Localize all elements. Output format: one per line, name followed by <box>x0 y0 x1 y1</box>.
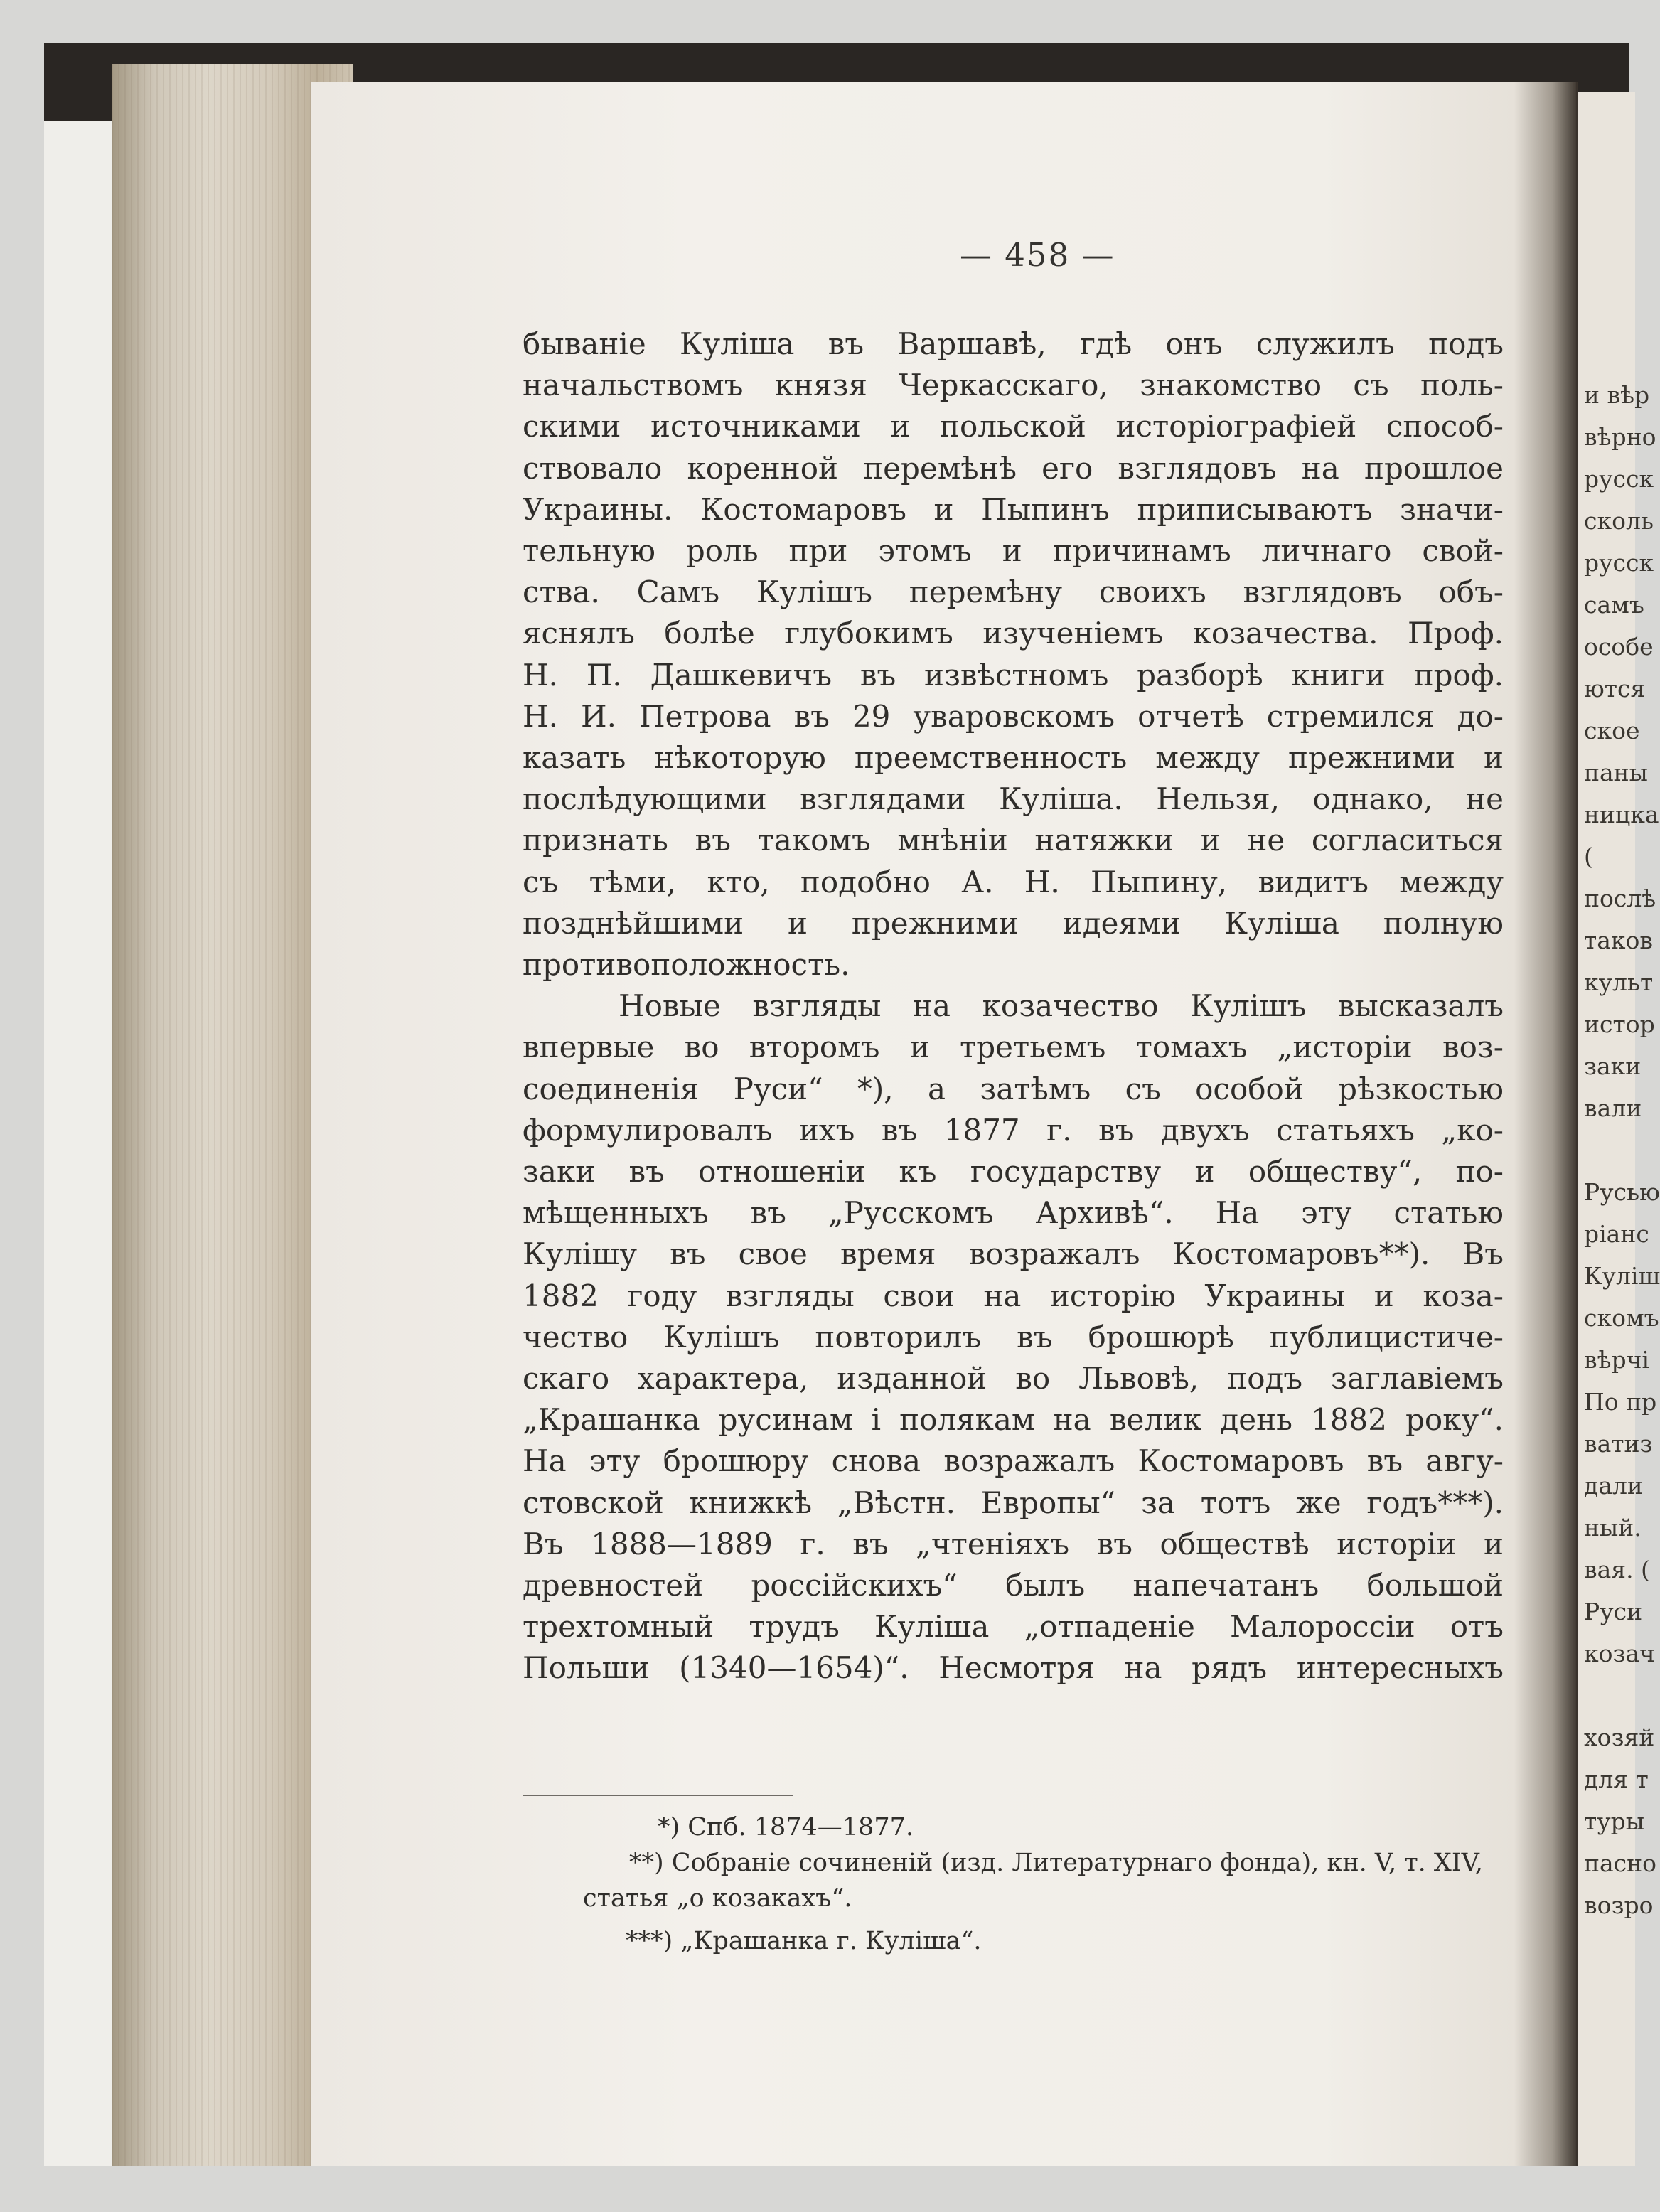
text-line: послѣдующими взглядами Кулiша. Нельзя, однако, не <box>523 781 1504 817</box>
right-page-line: истор <box>1584 1010 1655 1038</box>
text-line: тельную роль при этомъ и причинамъ личнаго свой- <box>523 533 1504 568</box>
right-page-line: вѣрчі <box>1584 1346 1649 1374</box>
right-page-line: русск <box>1584 549 1654 577</box>
right-page-line: русск <box>1584 465 1654 493</box>
right-page-line: вали <box>1584 1094 1642 1122</box>
text-line: ства. Самъ Кулiшъ перемѣну своихъ взглядовъ объ- <box>523 575 1504 610</box>
text-line: На эту брошюру снова возражалъ Костомаровъ въ авгу- <box>523 1443 1504 1479</box>
footnote-2: **) Собраніе сочиненій (изд. Литературнаго фонда), кн. V, т. XIV, <box>629 1849 1483 1877</box>
text-line: соединенія Руси“ *), а затѣмъ съ особой рѣзкостью <box>523 1071 1504 1106</box>
right-page-line: скомъ <box>1584 1304 1659 1332</box>
text-line: начальствомъ князя Черкасскаго, знакомство съ поль- <box>523 368 1504 403</box>
text-line: Н. И. Петрова въ 29 уваровскомъ отчетѣ стремился до- <box>523 698 1504 734</box>
right-page-line: козач <box>1584 1640 1655 1667</box>
text-line: Н. П. Дашкевичъ въ извѣстномъ разборѣ книги проф. <box>523 657 1504 693</box>
right-page-line: Русью <box>1584 1178 1660 1206</box>
book-gutter <box>1514 82 1578 2166</box>
text-line: формулировалъ ихъ въ 1877 г. въ двухъ статьяхъ „ко- <box>523 1112 1504 1148</box>
text-line: впервые во второмъ и третьемъ томахъ „исторіи воз- <box>523 1030 1504 1065</box>
text-line: Въ 1888—1889 г. въ „чтеніяхъ въ обществѣ исторіи и <box>523 1526 1504 1561</box>
right-page-line: вѣрно <box>1584 423 1656 451</box>
right-page-line: ются <box>1584 675 1646 702</box>
text-line: съ тѣми, кто, подобно А. Н. Пыпину, видитъ между <box>523 864 1504 899</box>
right-page-line: культ <box>1584 968 1654 996</box>
right-page-line: По пр <box>1584 1388 1657 1416</box>
text-line: бываніе Кулiша въ Варшавѣ, гдѣ онъ служилъ подъ <box>523 326 1504 361</box>
text-line: мѣщенныхъ въ „Русскомъ Архивѣ“. На эту статью <box>523 1195 1504 1231</box>
text-line: древностей россійскихъ“ былъ напечатанъ большой <box>523 1568 1504 1603</box>
right-page-line: хозяй <box>1584 1724 1655 1751</box>
footnote-1: *) Спб. 1874—1877. <box>658 1813 914 1842</box>
right-page-line: паны <box>1584 759 1648 786</box>
text-line: позднѣйшими и прежними идеями Кулiша полную <box>523 905 1504 941</box>
right-page-line: ( <box>1584 843 1593 870</box>
text-line: скими источниками и польской исторіографіей способ- <box>523 409 1504 444</box>
text-line: признать въ такомъ мнѣніи натяжки и не согласиться <box>523 823 1504 858</box>
right-page-line: ріанс <box>1584 1220 1649 1248</box>
text-line: Кулiшу въ свое время возражалъ Костомаровъ**). Въ <box>523 1236 1504 1272</box>
text-line: казать нѣкоторую преемственность между прежними и <box>523 740 1504 775</box>
right-page-line: пасно <box>1584 1849 1657 1877</box>
footnote-rule <box>523 1795 793 1796</box>
text-line: трехтомный трудъ Кулiша „отпаденіе Малороссіи отъ <box>523 1609 1504 1645</box>
text-line: скаго характера, изданной во Львовѣ, подъ заглавіемъ <box>523 1361 1504 1396</box>
footnote-2-cont: статья „о козакахъ“. <box>583 1884 852 1913</box>
right-page-line: для т <box>1584 1765 1649 1793</box>
right-page-line: ватиз <box>1584 1430 1653 1458</box>
right-page-line: заки <box>1584 1052 1642 1080</box>
right-page-line: сколь <box>1584 507 1654 535</box>
text-line: чество Кулiшъ повторилъ въ брошюрѣ публицистиче- <box>523 1319 1504 1355</box>
right-page-line: самъ <box>1584 591 1644 619</box>
text-line: противоположность. <box>523 947 850 982</box>
right-page-fragment <box>1578 92 1660 2166</box>
right-page-line: и вѣр <box>1584 381 1650 409</box>
right-page-line: возро <box>1584 1891 1654 1919</box>
right-page-line: Кулiш <box>1584 1262 1660 1290</box>
text-line: 1882 году взгляды свои на исторію Украины и коза- <box>523 1278 1504 1313</box>
footnote-3: ***) „Крашанка г. Кулiша“. <box>626 1927 982 1955</box>
page-number: — 458 — <box>960 236 1115 274</box>
right-page-line: туры <box>1584 1807 1645 1835</box>
scanner-background <box>44 121 115 2166</box>
right-page-line: ское <box>1584 717 1640 744</box>
text-line: ствовало коренной перемѣнѣ его взглядовъ на прошлое <box>523 450 1504 486</box>
right-page-line: ный. <box>1584 1514 1642 1542</box>
right-page-line: дали <box>1584 1472 1643 1500</box>
right-page-line: вая. ( <box>1584 1556 1650 1583</box>
text-line: Украины. Костомаровъ и Пыпинъ приписываютъ значи- <box>523 491 1504 527</box>
right-page-line: таков <box>1584 926 1654 954</box>
text-line: яснялъ болѣе глубокимъ изученіемъ козачества. Проф. <box>523 616 1504 651</box>
right-page-line: ницка <box>1584 801 1659 828</box>
right-page-line: особе <box>1584 633 1654 661</box>
right-page-line: Руси <box>1584 1598 1643 1625</box>
text-line: „Крашанка русинам i полякам на велик день 1882 року“. <box>523 1402 1504 1438</box>
text-line: стовской книжкѣ „Вѣстн. Европы“ за тотъ же годъ***). <box>523 1485 1504 1520</box>
text-line: заки въ отношеніи къ государству и обществу“, по- <box>523 1154 1504 1189</box>
text-line: Польши (1340—1654)“. Несмотря на рядъ интересныхъ <box>523 1650 1504 1686</box>
text-line: Новые взгляды на козачество Кулiшъ высказалъ <box>619 988 1504 1024</box>
right-page-line: послѣ <box>1584 885 1656 912</box>
